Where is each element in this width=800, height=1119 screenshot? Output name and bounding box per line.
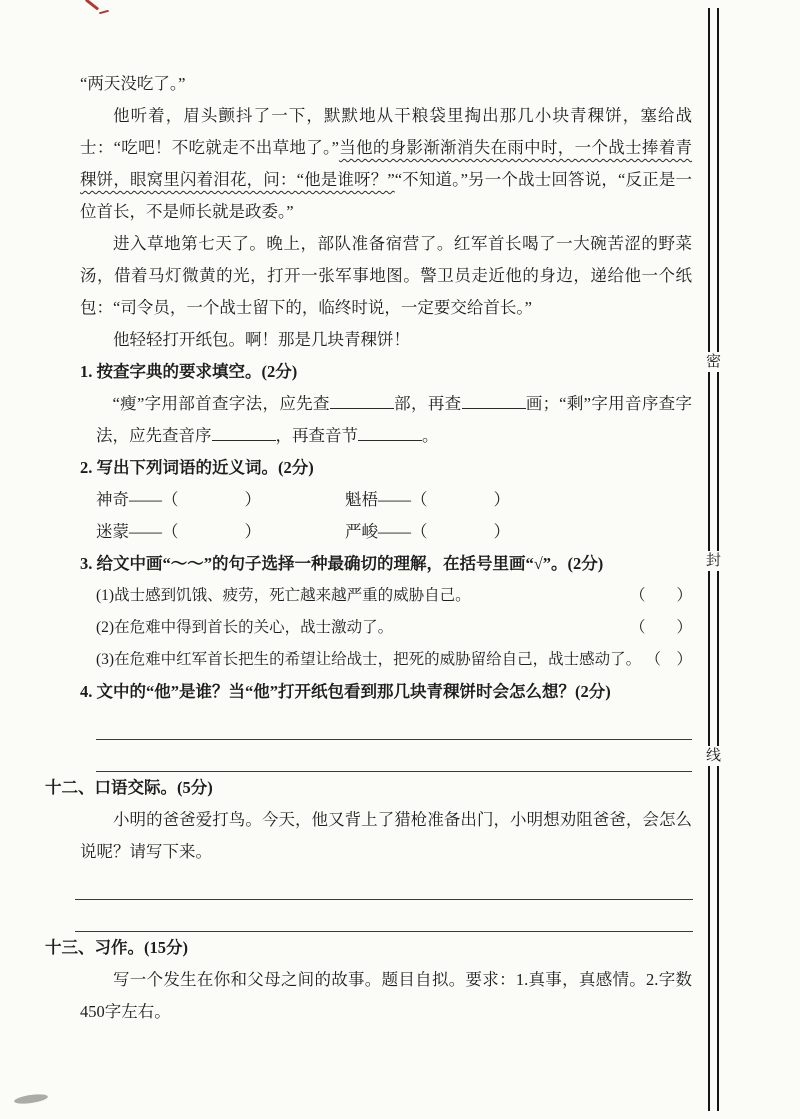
blank-field [330,392,394,409]
section-12-body: 小明的爸爸爱打鸟。今天，他又背上了猎枪准备出门，小明想劝阻爸爸，会怎么说呢？请写下来。 [80,810,692,861]
answer-line [75,900,693,932]
seal-char-feng: 封 [703,551,724,571]
choice-item [96,580,692,612]
seal-char-mi: 密 [703,352,724,372]
choice-text: (1)战士感到饥饿、疲劳，死亡越来越严重的威胁自己。 [96,587,471,604]
question-4-header: 4. 文中的“他”是谁？当“他”打开纸包看到那几块青稞饼时会怎么想？(2分) [80,682,611,701]
question-2-word-grid [96,484,695,548]
red-pen-mark [99,10,109,15]
choice-item [96,612,692,644]
section-12 [45,772,695,932]
passage-paragraph [80,100,692,228]
question-1 [45,356,695,452]
section-13 [45,932,695,1028]
question-text: 部，再查 [393,394,462,413]
question-3-header: 3. 给文中画“～～”的句子选择一种最确切的理解，在括号里画“√”。(2分) [80,554,604,573]
answer-line [96,708,692,740]
section-13-header: 十三、习作。(15分) [45,938,188,957]
passage-text: “不知道。”另一个战士回答说，“反正是一位首长，不是师长就是政委。” [80,170,692,221]
question-1-header: 1. 按查字典的要求填空。(2分) [80,362,298,381]
passage-paragraph: “两天没吃了。” [80,74,186,93]
question-text: 画；“剩”字用音序查字法，应先查音序 [96,394,692,445]
synonym-item: 严峻——（ ） [345,522,510,541]
question-text: ，再查音节 [275,426,358,445]
answer-bracket: （ ） [629,587,692,604]
question-4 [45,676,695,772]
exam-content [45,68,695,1028]
blank-field [358,424,422,441]
synonym-item: 迷蒙——（ ） [96,522,261,541]
blank-field [462,392,526,409]
choice-text: (2)在危难中得到首长的关心，战士激动了。 [96,619,394,636]
section-13-body: 写一个发生在你和父母之间的故事。题目自拟。要求：1.真事，真感情。2.字数450字左右。 [80,970,692,1021]
section-12-header: 十二、口语交际。(5分) [45,778,213,797]
scan-smudge [14,1093,49,1106]
seal-line-strip [705,8,721,1111]
question-text: 。 [422,426,439,445]
synonym-item: 神奇——（ ） [96,490,261,509]
passage-paragraph: 他轻轻打开纸包。啊！那是几块青稞饼！ [113,330,410,349]
answer-bracket: （ ） [645,651,692,668]
question-3 [45,548,695,676]
seal-char-xian: 线 [703,746,724,766]
question-2-header: 2. 写出下列词语的近义词。(2分) [80,458,314,477]
passage-paragraph: 进入草地第七天了。晚上，部队准备宿营了。红军首长喝了一大碗苦涩的野菜汤，借着马灯微黄的光，打开一张军事地图。警卫员走近他的身边，递给他一个纸包：“司令员，一个战士留下的，临终时说，一定要交给首长。” [80,234,692,317]
question-text: “瘦”字用部首查字法，应先查 [112,394,330,413]
question-2 [45,452,695,548]
choice-item [96,644,692,676]
choice-text: (3)在危难中红军首长把生的希望让给战士，把死的威胁留给自己，战士感动了。 [96,651,642,668]
passage-text: 他听着，眉头颤抖了一下，默默地从干粮袋里掏出那几小块青稞饼，塞给战士：“吃吧！不吃就走不出草地了。” [80,106,692,157]
wavy-underlined-sentence: 当他的身影渐渐消失在雨中时，一个战士捧着青稞饼，眼窝里闪着泪花，问：“他是谁呀？” [80,138,693,189]
answer-bracket: （ ） [629,619,692,636]
red-pen-mark [85,0,99,11]
answer-line [75,868,693,900]
question-1-body [96,388,692,452]
answer-line [96,740,692,772]
blank-field [212,424,276,441]
synonym-item: 魁梧——（ ） [345,490,510,509]
